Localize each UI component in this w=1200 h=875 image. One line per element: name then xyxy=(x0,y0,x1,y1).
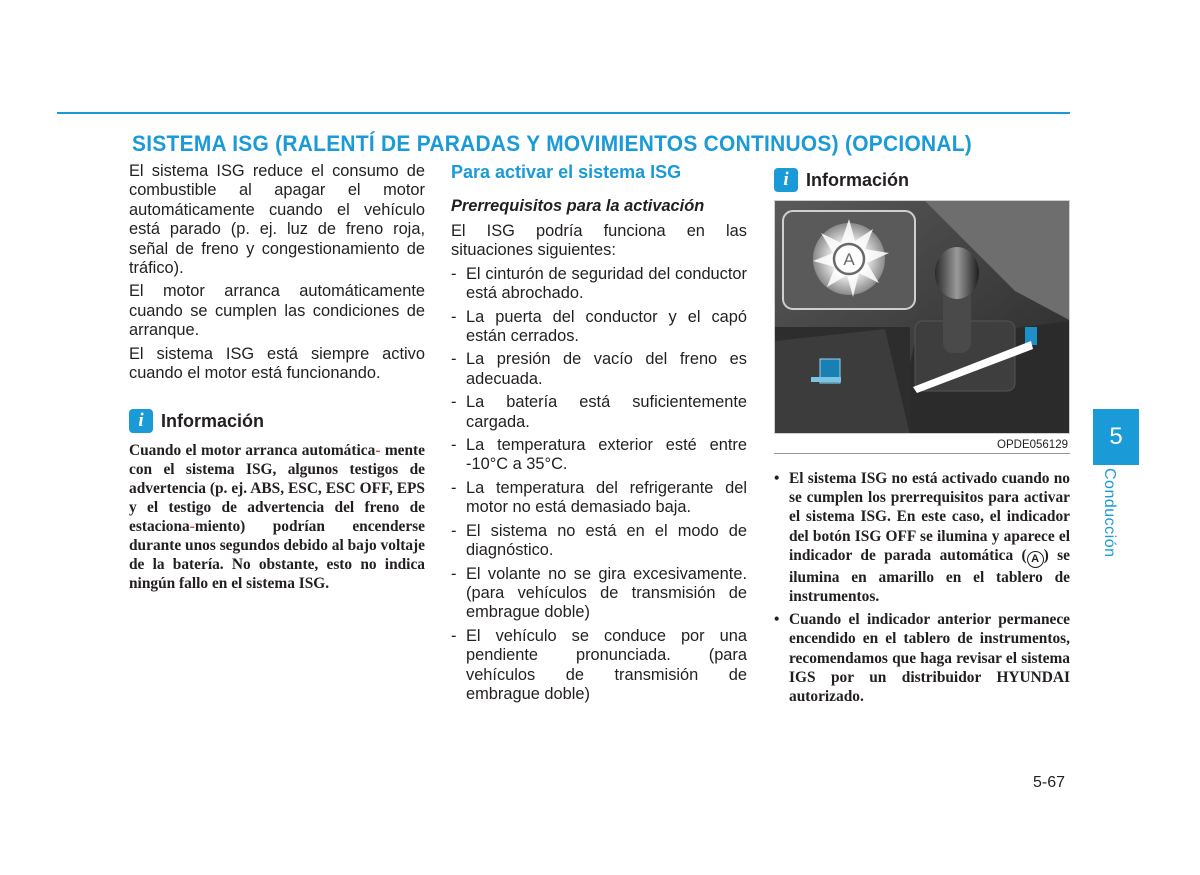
info-title: Información xyxy=(161,410,265,431)
list-item: - El cinturón de seguridad del conductor está abrochado. xyxy=(451,265,747,304)
info-icon: i xyxy=(774,168,798,192)
column-right xyxy=(774,162,1070,710)
gear-shift-illustration xyxy=(775,201,1070,434)
info-title: Información xyxy=(806,169,910,190)
subsection-title: Para activar el sistema ISG xyxy=(451,162,682,182)
list-item: - El sistema no está en el modo de diagnóstico. xyxy=(451,522,747,561)
note-text-3: miento) podrían encenderse durante unos segundos debido al bajo voltaje de la batería. No obstante, esto no indica ningún fallo en el sistema ISG. xyxy=(129,518,425,593)
chapter-label-text: Conducción xyxy=(1101,468,1118,558)
info-icon: i xyxy=(129,409,153,433)
info-note xyxy=(129,441,425,593)
inset-letter: A xyxy=(843,250,855,269)
chapter-tab: 5 xyxy=(1093,409,1139,465)
column-left xyxy=(129,162,425,593)
bullet-text-1a: El sistema ISG no está activado cuando no se cumplen los prerrequisitos para activar el sistema ISG. En este caso, el indicador del botón ISG OFF se ilumina y aparece el indicador de parada automática ( xyxy=(789,470,1070,564)
chapter-label xyxy=(1100,468,1120,568)
bullet-item xyxy=(774,469,1070,606)
bullet-text-1b: ) se ilumina en amarillo en el tablero de instrumentos. xyxy=(789,546,1070,606)
image-caption: OPDE056129 xyxy=(774,434,1070,454)
intro-paragraph-1: El sistema ISG reduce el consumo de combustible al apagar el motor automáticamente cuando el vehículo está parado (p. ej. luz de freno roja, señal de freno y congestionamiento de tráfico). xyxy=(129,162,425,278)
list-item: - La puerta del conductor y el capó están cerrados. xyxy=(451,308,747,347)
column-middle xyxy=(451,162,747,708)
prerequisites-list xyxy=(451,265,747,705)
top-rule xyxy=(57,112,1070,114)
list-item: - La presión de vacío del freno es adecuada. xyxy=(451,350,747,389)
info-header-right xyxy=(774,168,1070,192)
gear-shift-photo xyxy=(774,200,1070,434)
note-text-2: mente con el sistema ISG, algunos testigos de advertencia (p. ej. ABS, ESC, ESC OFF, EPS y el testigo de advertencia del freno de estaciona xyxy=(129,442,425,536)
hyphen-mark: - xyxy=(375,442,381,460)
hyphen-mark: - xyxy=(189,518,195,536)
prerequisites-title: Prerrequisitos para la activación xyxy=(451,197,705,215)
page-number: 5-67 xyxy=(1033,774,1066,791)
intro-paragraph-3: El sistema ISG está siempre activo cuando el motor está funcionando. xyxy=(129,344,425,383)
bullet-item: • Cuando el indicador anterior permanece encendido en el tablero de instrumentos, recomendamos que haga revisar el sistema IGS por un distribuidor HYUNDAI autorizado. xyxy=(774,610,1070,706)
intro-paragraph-2: El motor arranca automáticamente cuando se cumplen las condiciones de arranque. xyxy=(129,282,425,340)
info-bullets xyxy=(774,469,1070,706)
list-item: - El vehículo se conduce por una pendiente pronunciada. (para vehículos de transmisión de embrague doble) xyxy=(451,627,747,705)
section-heading: SISTEMA ISG (RALENTÍ DE PARADAS Y MOVIMIENTOS CONTINUOS) (OPCIONAL) xyxy=(132,131,973,156)
list-item: - La batería está suficientemente cargada. xyxy=(451,393,747,432)
auto-stop-indicator-icon: A xyxy=(1027,551,1044,568)
info-header-left xyxy=(129,409,425,433)
note-text-1: Cuando el motor arranca automática xyxy=(129,442,376,460)
list-item: - El volante no se gira excesivamente. (para vehículos de transmisión de embrague doble) xyxy=(451,565,747,623)
list-item: - La temperatura exterior esté entre -10°C a 35°C. xyxy=(451,436,747,475)
prerequisites-intro: El ISG podría funciona en las situaciones siguientes: xyxy=(451,222,747,260)
list-item: - La temperatura del refrigerante del motor no está demasiado baja. xyxy=(451,479,747,518)
